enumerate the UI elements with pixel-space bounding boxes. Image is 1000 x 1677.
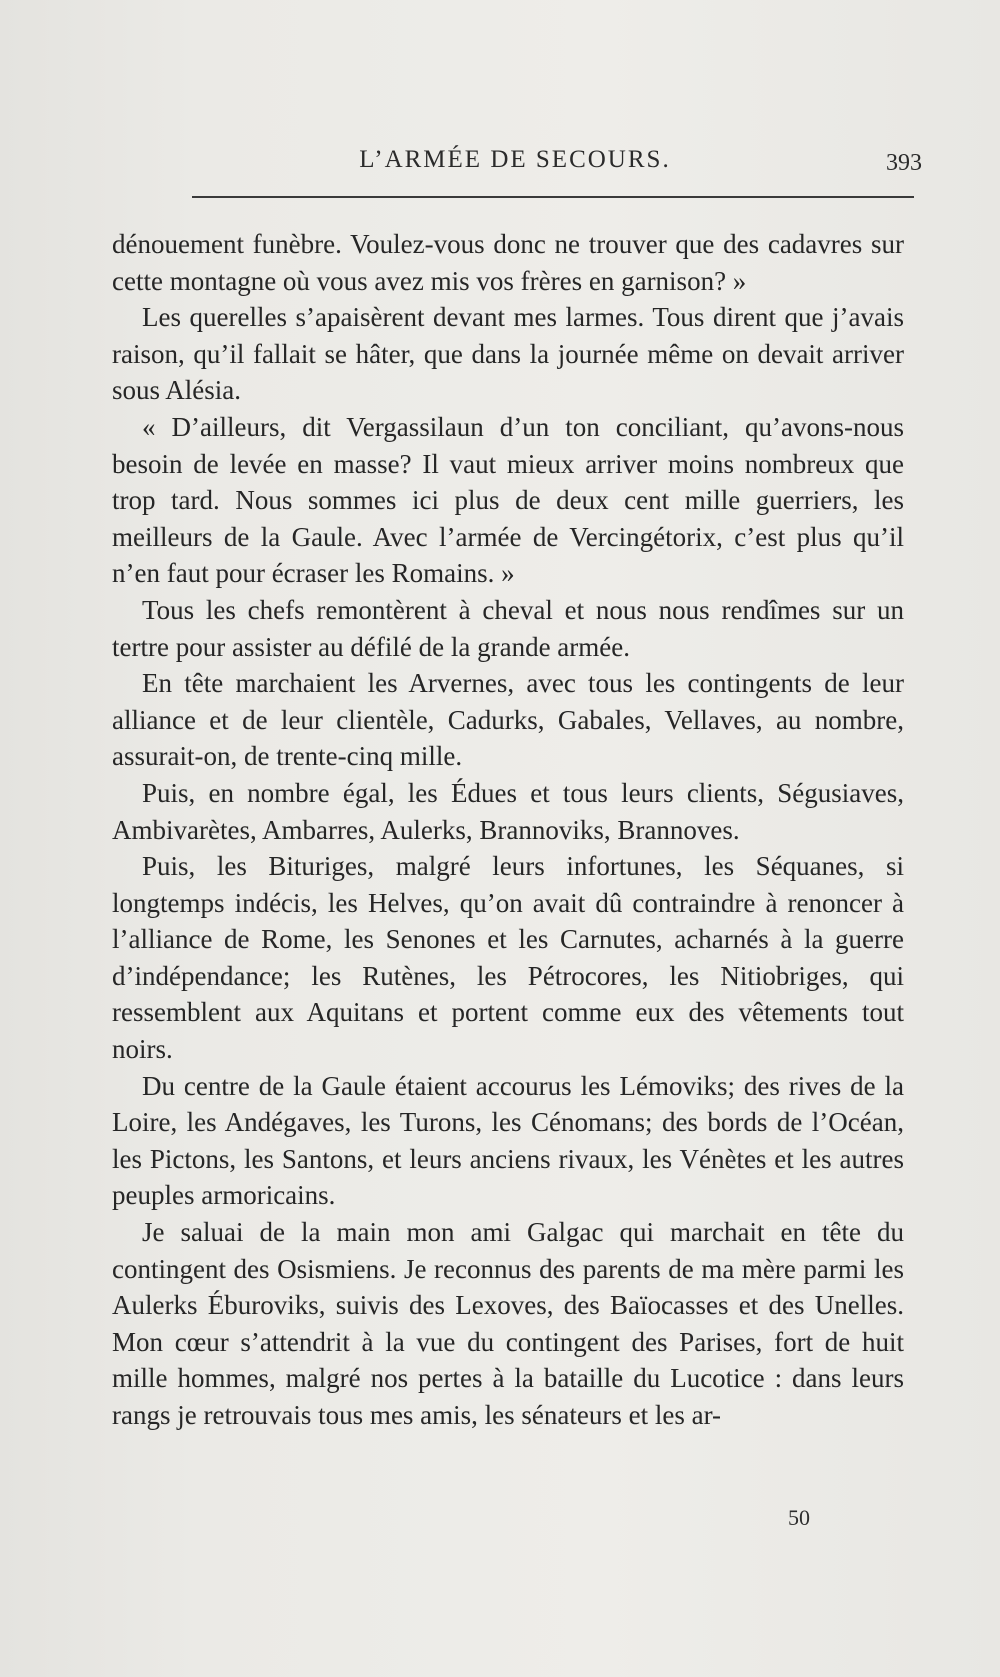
running-head <box>100 146 930 186</box>
paragraph: Tous les chefs remontèrent à cheval et nous nous rendîmes sur un tertre pour assister au défilé de la grande armée. <box>112 594 904 662</box>
paragraph: Puis, en nombre égal, les Édues et tous leurs clients, Ségusiaves, Ambivarètes, Ambarres, Aulerks, Brannoviks, Brannoves. <box>112 777 904 845</box>
paragraph: « D’ailleurs, dit Vergassilaun d’un ton conciliant, qu’avons-nous besoin de levée en masse? Il vaut mieux arriver moins nombreux que trop tard. Nous sommes ici plus de deux cent mille guerriers, les meilleurs de la Gaule. Avec l’armée de Vercingétorix, c’est plus qu’il n’en faut pour écraser les Romains. » <box>112 411 904 589</box>
running-title: L’ARMÉE DE SECOURS. <box>359 146 671 173</box>
paragraph: Je saluai de la main mon ami Galgac qui marchait en tête du contingent des Osismiens. Je reconnus des parents de ma mère parmi les Aulerks Éburoviks, suivis des Lexoves, des Baïocasses et des Unelles. Mon cœur s’attendrit à la vue du contingent des Parises, fort de huit mille hommes, malgré nos pertes à la bataille du Lucotice : dans leurs rangs je retrouvais tous mes amis, les sénateurs et les ar- <box>112 1217 904 1430</box>
paragraph: Puis, les Bituriges, malgré leurs infortunes, les Séquanes, si longtemps indécis, les Helves, qu’on avait dû contraindre à renoncer à l’alliance de Rome, les Senones et les Carnutes, acharnés à la guerre d’indépendance; les Rutènes, les Pétrocores, les Nitiobriges, qui ressemblent aux Aquitans et portent comme eux des vêtements tout noirs. <box>112 851 904 1065</box>
paragraph: dénouement funèbre. Voulez-vous donc ne trouver que des cadavres sur cette montagne où vous avez mis vos frères en garnison? » <box>112 229 904 296</box>
header-rule <box>192 196 914 198</box>
text-body <box>112 226 904 1434</box>
paragraph: En tête marchaient les Arvernes, avec tous les contingents de leur alliance et de leur clientèle, Cadurks, Gabales, Vellaves, au nombre, assurait-on, de trente-cinq mille. <box>112 668 904 772</box>
page-number: 393 <box>886 150 922 176</box>
paragraph: Du centre de la Gaule étaient accourus les Lémoviks; des rives de la Loire, les Andégaves, les Turons, les Cénomans; des bords de l’Océan, les Pictons, les Santons, et leurs anciens rivaux, les Vénètes et les autres peuples armoricains. <box>112 1070 904 1211</box>
signature-mark: 50 <box>788 1505 810 1530</box>
paragraph: Les querelles s’apaisèrent devant mes larmes. Tous dirent que j’avais raison, qu’il fallait se hâter, que dans la journée même on devait arriver sous Alésia. <box>112 302 904 406</box>
